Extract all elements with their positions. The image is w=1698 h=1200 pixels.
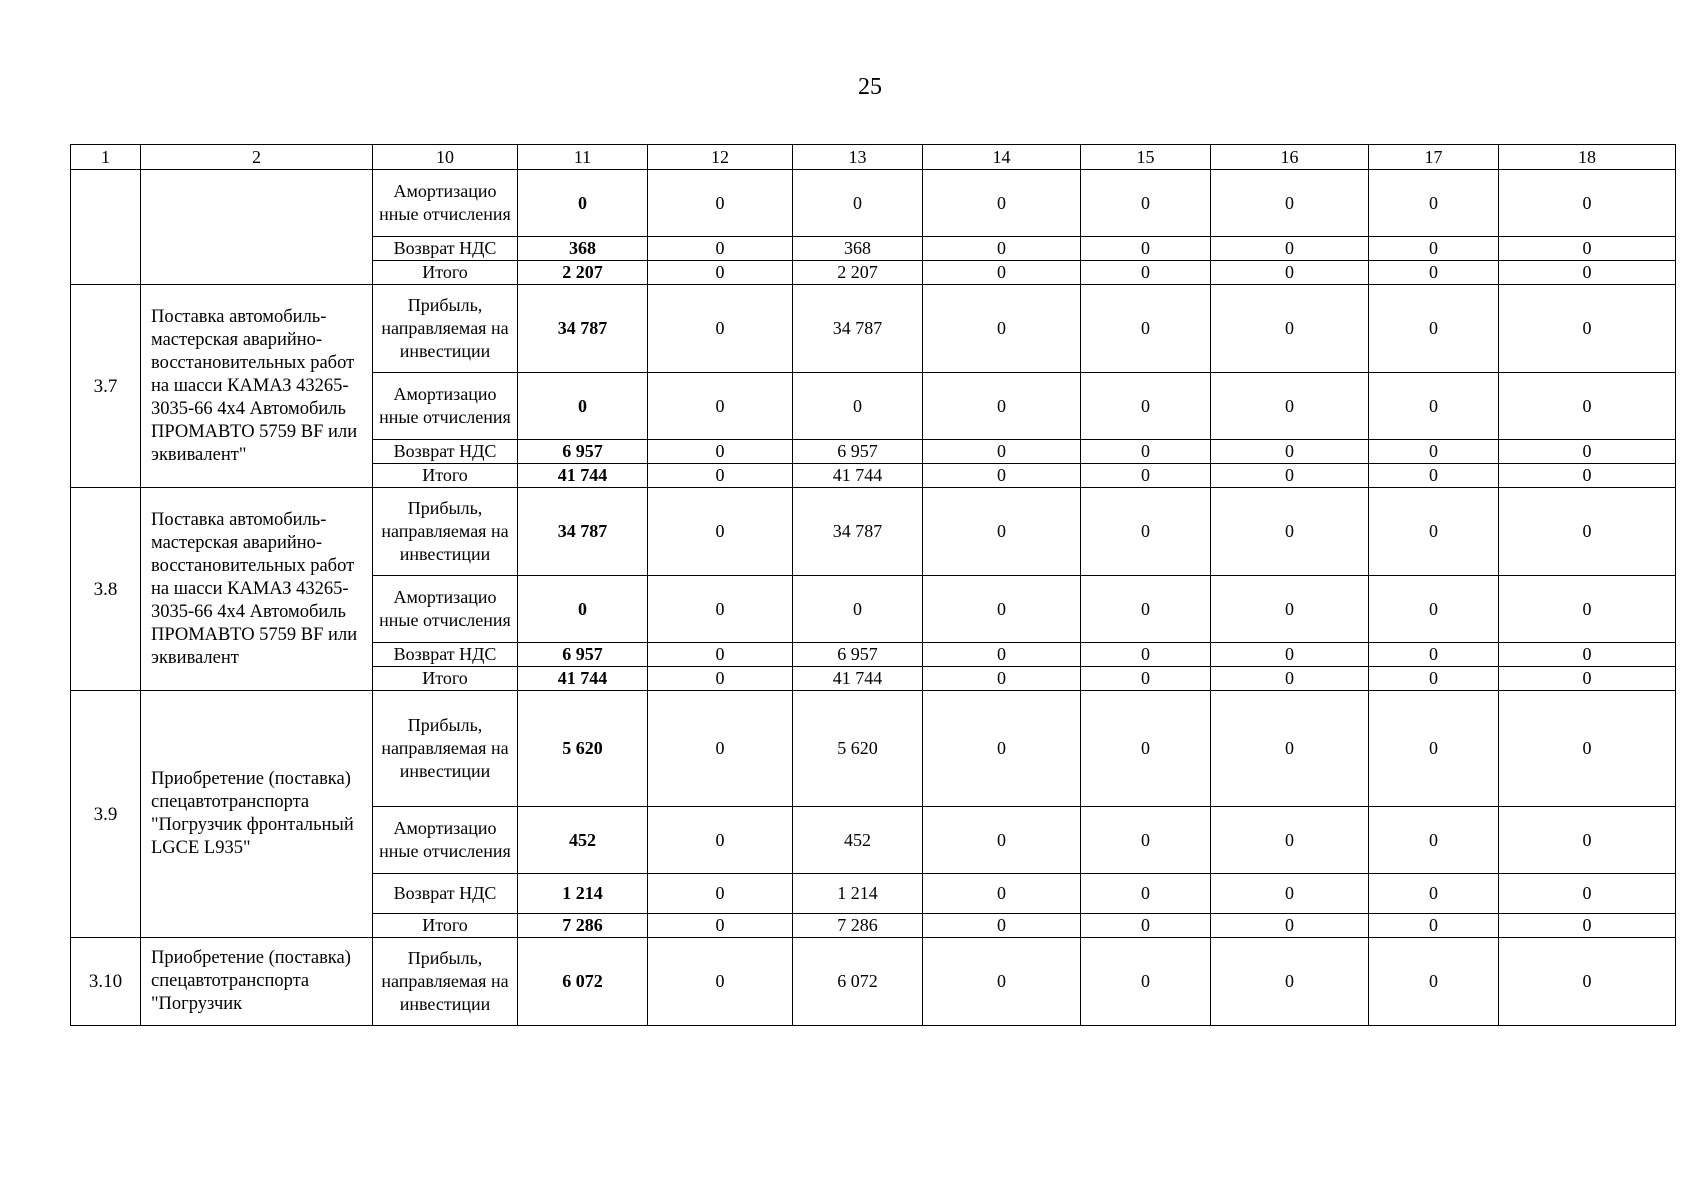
row-label: Амортизацио нные отчисления <box>373 807 518 874</box>
table-row <box>71 170 1676 237</box>
value-cell: 0 <box>648 237 793 261</box>
value-cell: 0 <box>923 643 1081 667</box>
value-cell: 0 <box>923 938 1081 1026</box>
value-cell: 41 744 <box>518 464 648 488</box>
value-cell: 0 <box>648 373 793 440</box>
item-description: Приобретение (поставка) спецавтотранспорта "Погрузчик фронтальный LGCE L935" <box>141 691 373 938</box>
row-label: Амортизацио нные отчисления <box>373 170 518 237</box>
value-cell: 0 <box>1499 464 1676 488</box>
item-description: Приобретение (поставка) спецавтотранспорта "Погрузчик <box>141 938 373 1026</box>
value-cell: 0 <box>1211 464 1369 488</box>
item-description: Поставка автомобиль-мастерская аварийно-восстановительных работ на шасси КАМАЗ 43265-3035-66 4х4 Автомобиль ПРОМАВТО 5759 BF или эквивалент" <box>141 285 373 488</box>
value-cell: 0 <box>1081 576 1211 643</box>
value-cell: 0 <box>1369 373 1499 440</box>
item-description <box>141 170 373 285</box>
value-cell: 0 <box>1369 667 1499 691</box>
column-header: 13 <box>793 145 923 170</box>
value-cell: 0 <box>923 914 1081 938</box>
value-cell: 0 <box>518 170 648 237</box>
row-label: Амортизацио нные отчисления <box>373 373 518 440</box>
value-cell: 6 957 <box>793 440 923 464</box>
item-number: 3.7 <box>71 285 141 488</box>
value-cell: 0 <box>1369 464 1499 488</box>
value-cell: 0 <box>1369 643 1499 667</box>
value-cell: 0 <box>1211 237 1369 261</box>
value-cell: 6 957 <box>518 440 648 464</box>
column-header-row <box>71 145 1676 170</box>
column-header: 18 <box>1499 145 1676 170</box>
row-label: Итого <box>373 464 518 488</box>
table-row <box>71 285 1676 373</box>
value-cell: 0 <box>1369 691 1499 807</box>
value-cell: 0 <box>793 170 923 237</box>
value-cell: 0 <box>648 938 793 1026</box>
value-cell: 6 072 <box>793 938 923 1026</box>
value-cell: 0 <box>648 170 793 237</box>
value-cell: 0 <box>1369 914 1499 938</box>
value-cell: 0 <box>923 261 1081 285</box>
value-cell: 0 <box>1369 488 1499 576</box>
value-cell: 0 <box>518 373 648 440</box>
value-cell: 0 <box>1499 643 1676 667</box>
value-cell: 368 <box>518 237 648 261</box>
value-cell: 0 <box>648 488 793 576</box>
value-cell: 0 <box>1081 914 1211 938</box>
value-cell: 0 <box>1081 807 1211 874</box>
value-cell: 0 <box>648 874 793 914</box>
value-cell: 0 <box>1499 691 1676 807</box>
value-cell: 2 207 <box>793 261 923 285</box>
column-header: 1 <box>71 145 141 170</box>
value-cell: 0 <box>648 576 793 643</box>
row-label: Итого <box>373 667 518 691</box>
column-header: 2 <box>141 145 373 170</box>
value-cell: 0 <box>793 373 923 440</box>
value-cell: 0 <box>923 691 1081 807</box>
value-cell: 0 <box>648 667 793 691</box>
value-cell: 0 <box>648 440 793 464</box>
value-cell: 0 <box>1081 874 1211 914</box>
value-cell: 34 787 <box>518 488 648 576</box>
value-cell: 0 <box>1499 170 1676 237</box>
value-cell: 0 <box>1081 261 1211 285</box>
value-cell: 0 <box>1499 667 1676 691</box>
value-cell: 0 <box>923 170 1081 237</box>
value-cell: 0 <box>648 914 793 938</box>
value-cell: 0 <box>648 261 793 285</box>
value-cell: 0 <box>1211 874 1369 914</box>
value-cell: 0 <box>648 807 793 874</box>
value-cell: 0 <box>1081 237 1211 261</box>
value-cell: 0 <box>1499 807 1676 874</box>
value-cell: 0 <box>1499 261 1676 285</box>
value-cell: 0 <box>1211 576 1369 643</box>
table-row <box>71 488 1676 576</box>
value-cell: 0 <box>1081 691 1211 807</box>
value-cell: 0 <box>1211 261 1369 285</box>
value-cell: 6 957 <box>793 643 923 667</box>
value-cell: 0 <box>1211 667 1369 691</box>
value-cell: 1 214 <box>518 874 648 914</box>
value-cell: 0 <box>1369 807 1499 874</box>
value-cell: 0 <box>1369 938 1499 1026</box>
value-cell: 34 787 <box>518 285 648 373</box>
value-cell: 0 <box>1081 667 1211 691</box>
item-number <box>71 170 141 285</box>
value-cell: 0 <box>1211 643 1369 667</box>
row-label: Прибыль, направляемая на инвестиции <box>373 938 518 1026</box>
value-cell: 1 214 <box>793 874 923 914</box>
value-cell: 0 <box>923 373 1081 440</box>
row-label: Возврат НДС <box>373 874 518 914</box>
value-cell: 0 <box>1081 440 1211 464</box>
value-cell: 41 744 <box>518 667 648 691</box>
column-header: 16 <box>1211 145 1369 170</box>
value-cell: 0 <box>923 874 1081 914</box>
value-cell: 0 <box>518 576 648 643</box>
value-cell: 0 <box>1369 170 1499 237</box>
row-label: Итого <box>373 261 518 285</box>
value-cell: 452 <box>518 807 648 874</box>
item-description: Поставка автомобиль-мастерская аварийно-восстановительных работ на шасси КАМАЗ 43265-3035-66 4х4 Автомобиль ПРОМАВТО 5759 BF или эквивалент <box>141 488 373 691</box>
value-cell: 0 <box>1369 440 1499 464</box>
value-cell: 0 <box>648 464 793 488</box>
row-label: Амортизацио нные отчисления <box>373 576 518 643</box>
value-cell: 0 <box>923 237 1081 261</box>
item-number: 3.10 <box>71 938 141 1026</box>
value-cell: 0 <box>923 807 1081 874</box>
value-cell: 0 <box>1499 938 1676 1026</box>
column-header: 10 <box>373 145 518 170</box>
row-label: Возврат НДС <box>373 643 518 667</box>
value-cell: 0 <box>1499 914 1676 938</box>
value-cell: 0 <box>1081 285 1211 373</box>
value-cell: 0 <box>1211 488 1369 576</box>
value-cell: 0 <box>1211 807 1369 874</box>
table-row <box>71 691 1676 807</box>
value-cell: 0 <box>1499 488 1676 576</box>
value-cell: 7 286 <box>518 914 648 938</box>
value-cell: 41 744 <box>793 464 923 488</box>
value-cell: 6 072 <box>518 938 648 1026</box>
value-cell: 0 <box>1499 440 1676 464</box>
value-cell: 0 <box>923 488 1081 576</box>
value-cell: 0 <box>1081 938 1211 1026</box>
value-cell: 0 <box>1081 464 1211 488</box>
value-cell: 0 <box>923 464 1081 488</box>
column-header: 17 <box>1369 145 1499 170</box>
item-number: 3.9 <box>71 691 141 938</box>
value-cell: 0 <box>1211 691 1369 807</box>
value-cell: 0 <box>648 643 793 667</box>
row-label: Возврат НДС <box>373 440 518 464</box>
row-label: Прибыль, направляемая на инвестиции <box>373 691 518 807</box>
value-cell: 2 207 <box>518 261 648 285</box>
value-cell: 0 <box>1369 576 1499 643</box>
value-cell: 0 <box>1369 874 1499 914</box>
value-cell: 0 <box>1211 373 1369 440</box>
page-number: 25 <box>858 74 882 100</box>
value-cell: 452 <box>793 807 923 874</box>
value-cell: 0 <box>1081 373 1211 440</box>
row-label: Возврат НДС <box>373 237 518 261</box>
value-cell: 0 <box>1081 488 1211 576</box>
value-cell: 0 <box>1081 643 1211 667</box>
value-cell: 0 <box>1499 373 1676 440</box>
value-cell: 34 787 <box>793 285 923 373</box>
value-cell: 0 <box>1369 285 1499 373</box>
value-cell: 6 957 <box>518 643 648 667</box>
column-header: 15 <box>1081 145 1211 170</box>
value-cell: 0 <box>1499 576 1676 643</box>
column-header: 14 <box>923 145 1081 170</box>
value-cell: 34 787 <box>793 488 923 576</box>
value-cell: 0 <box>1211 938 1369 1026</box>
table-row <box>71 938 1676 1026</box>
column-header: 11 <box>518 145 648 170</box>
value-cell: 0 <box>923 285 1081 373</box>
value-cell: 0 <box>1211 914 1369 938</box>
value-cell: 0 <box>1369 237 1499 261</box>
value-cell: 0 <box>923 576 1081 643</box>
value-cell: 0 <box>1211 170 1369 237</box>
row-label: Прибыль, направляемая на инвестиции <box>373 488 518 576</box>
table-body <box>71 145 1676 1026</box>
value-cell: 41 744 <box>793 667 923 691</box>
value-cell: 0 <box>1499 874 1676 914</box>
column-header: 12 <box>648 145 793 170</box>
value-cell: 0 <box>1211 285 1369 373</box>
value-cell: 0 <box>793 576 923 643</box>
value-cell: 0 <box>1081 170 1211 237</box>
value-cell: 0 <box>648 691 793 807</box>
value-cell: 0 <box>923 667 1081 691</box>
value-cell: 0 <box>1369 261 1499 285</box>
value-cell: 0 <box>923 440 1081 464</box>
value-cell: 0 <box>648 285 793 373</box>
financing-table <box>70 144 1676 1026</box>
value-cell: 0 <box>1211 440 1369 464</box>
value-cell: 0 <box>1499 237 1676 261</box>
item-number: 3.8 <box>71 488 141 691</box>
value-cell: 368 <box>793 237 923 261</box>
row-label: Итого <box>373 914 518 938</box>
row-label: Прибыль, направляемая на инвестиции <box>373 285 518 373</box>
value-cell: 5 620 <box>793 691 923 807</box>
value-cell: 5 620 <box>518 691 648 807</box>
value-cell: 0 <box>1499 285 1676 373</box>
value-cell: 7 286 <box>793 914 923 938</box>
